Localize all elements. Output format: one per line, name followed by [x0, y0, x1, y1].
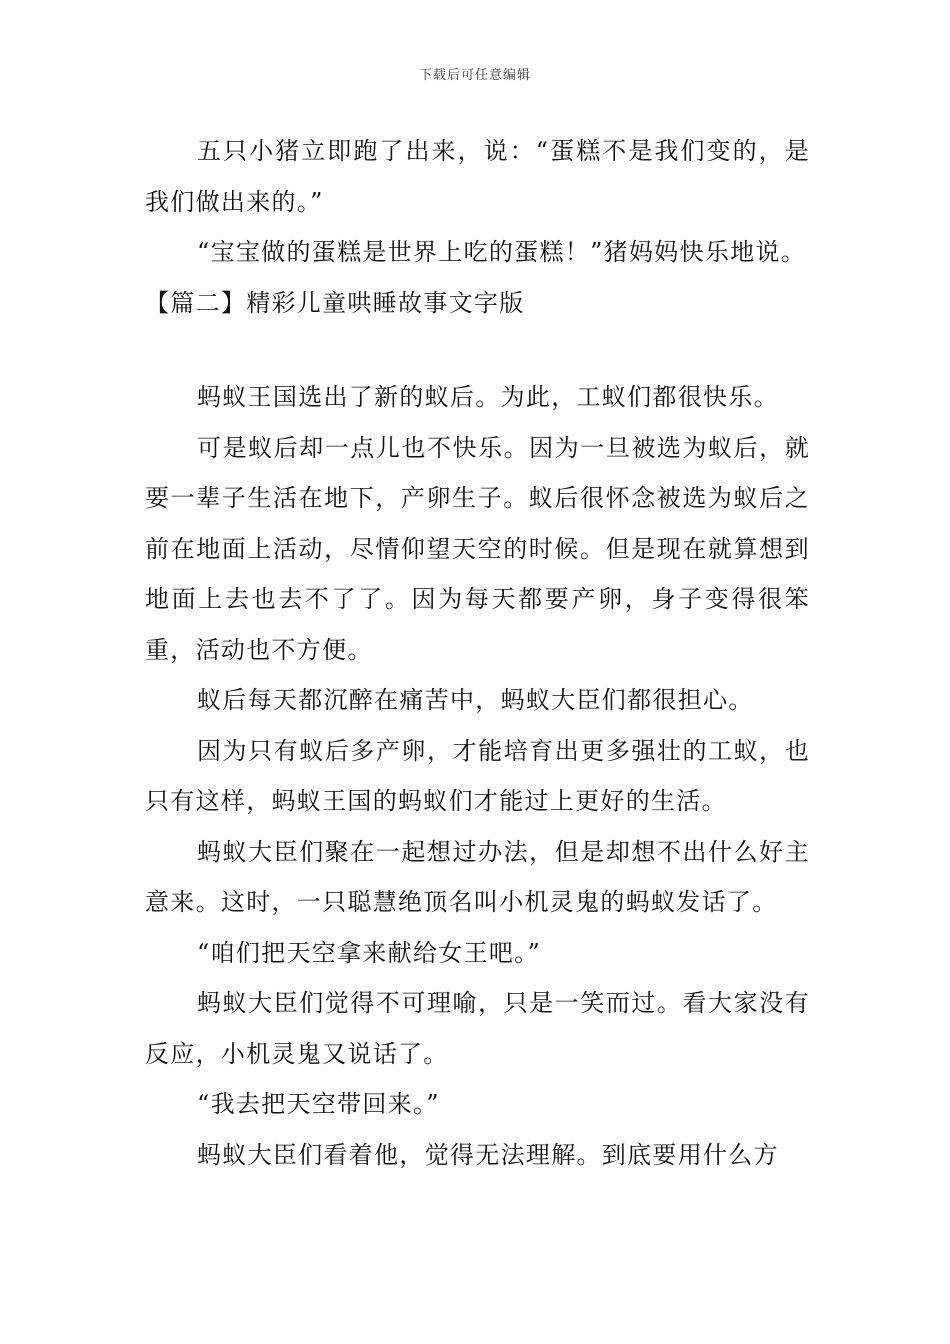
document-body	[145, 126, 810, 1180]
paragraph: 因为只有蚁后多产卵，才能培育出更多强壮的工蚁，也只有这样，蚂蚁王国的蚂蚁们才能过上更好的生活。	[145, 736, 810, 815]
paragraph: “宝宝做的蛋糕是世界上吃的蛋糕！”猪妈妈快乐地说。	[197, 238, 807, 266]
paragraph: “我去把天空带回来。”	[197, 1090, 440, 1118]
paragraph: 蚂蚁大臣们觉得不可理喻，只是一笑而过。看大家没有反应，小机灵鬼又说话了。	[145, 989, 810, 1068]
paragraph: “咱们把天空拿来献给女王吧。”	[197, 938, 542, 967]
paragraph: 可是蚁后却一点儿也不快乐。因为一旦被选为蚁后，就要一辈子生活在地下，产卵生子。蚁后很怀念被选为蚁后之前在地面上活动，尽情仰望天空的时候。但是现在就算想到地面上去也去不了了。因为每天都要产卵，身子变得很笨重，活动也不方便。	[145, 433, 810, 664]
page-header: 下载后可任意编辑	[418, 68, 531, 83]
paragraph: 蚁后每天都沉醉在痛苦中，蚂蚁大臣们都很担心。	[197, 686, 754, 714]
paragraph: 蚂蚁王国选出了新的蚁后。为此，工蚁们都很快乐。	[197, 383, 779, 411]
paragraph: 蚂蚁大臣们看着他，觉得无法理解。到底要用什么方	[197, 1140, 779, 1169]
paragraph: 蚂蚁大臣们聚在一起想过办法，但是却想不出什么好主意来。这时，一只聪慧绝顶名叫小机灵鬼的蚂蚁发话了。	[145, 837, 810, 916]
paragraph: 五只小猪立即跑了出来，说：“蛋糕不是我们变的，是我们做出来的。”	[145, 137, 810, 216]
section-heading: 【篇二】精彩儿童哄睡故事文字版	[145, 288, 525, 317]
